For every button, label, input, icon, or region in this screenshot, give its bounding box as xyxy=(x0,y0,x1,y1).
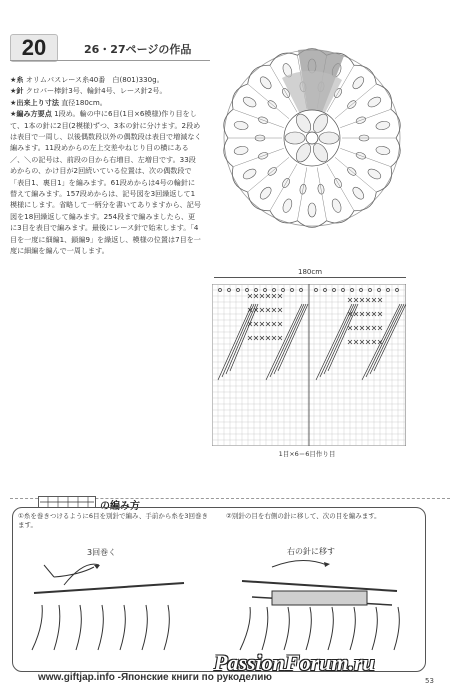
header-rule xyxy=(10,60,210,61)
chart-caption: 1目×6＝6目作り目 xyxy=(278,450,336,458)
dimension-label: 180cm xyxy=(297,268,323,276)
yarn-label: ★糸 xyxy=(10,75,24,84)
dimension-line xyxy=(214,277,406,278)
pattern-number: 20 xyxy=(10,34,58,62)
yarn-text: オリムパスレース糸40番 白(801)330g。 xyxy=(25,75,164,84)
step-1-illustration xyxy=(24,545,194,660)
size-text: 直径180cm。 xyxy=(61,97,107,107)
size-label: ★出来上り寸法 xyxy=(10,97,59,107)
needle-label: ★針 xyxy=(10,86,24,96)
instructions xyxy=(10,74,202,257)
method-title: の編み方 xyxy=(100,501,140,512)
howto-label: ★編み方要点 xyxy=(10,109,52,119)
page-number: 53 xyxy=(425,677,434,685)
howto-text: 1段め。輪の中に6目(1目×6模様)作り目をして、1本の針に2目(2模様)ずつ、3本の針に分けます。2段めは表目で一周し、以後偶数段以外の偶数段は表目で増減なく編みます。11段めからの左上交差やねじり目の横にある／、＼の記号は、前段の目から右増目、左増目です。33段めからの、かけ目が2回続いている位置は、次の偶数段で「表目1、裏目1」を編みます。61段めからは4号の輪針に替えて編みます。157段めからは、記号図を3回繰返して1模様にします。省略して一柄分を書いてありますから、記号図を18回繰返して編みます。254段まで編みましたら、更に3目を表目で編みます。最後にレース針で始末します。「4目を一度に細編1、鎖編9」を繰返し、模様の位置は7目を一度に細編を編んで一周します。 xyxy=(10,109,202,256)
doily-diagram xyxy=(212,28,412,268)
step-2-text: ②別針の目を右側の針に移して、次の目を編みます。 xyxy=(226,512,381,520)
watermark: PassionForum.ru xyxy=(214,650,375,675)
knitting-chart xyxy=(212,284,406,446)
footer-site: www.giftjap.info -Японские книги по рукоделию xyxy=(38,672,272,683)
step-1-note: 3回巻く xyxy=(87,548,117,557)
step-2-illustration xyxy=(232,545,412,660)
pattern-subtitle: 26・27ページの作品 xyxy=(84,43,192,56)
needle-text: クロバー棒針3号、輪針4号、レース針2号。 xyxy=(25,86,167,96)
step-2-note: 右の針に移す xyxy=(287,547,335,556)
step-1-text: ①糸を巻きつけるように6目を別針で編み、手前から糸を3回巻きます。 xyxy=(18,512,208,529)
